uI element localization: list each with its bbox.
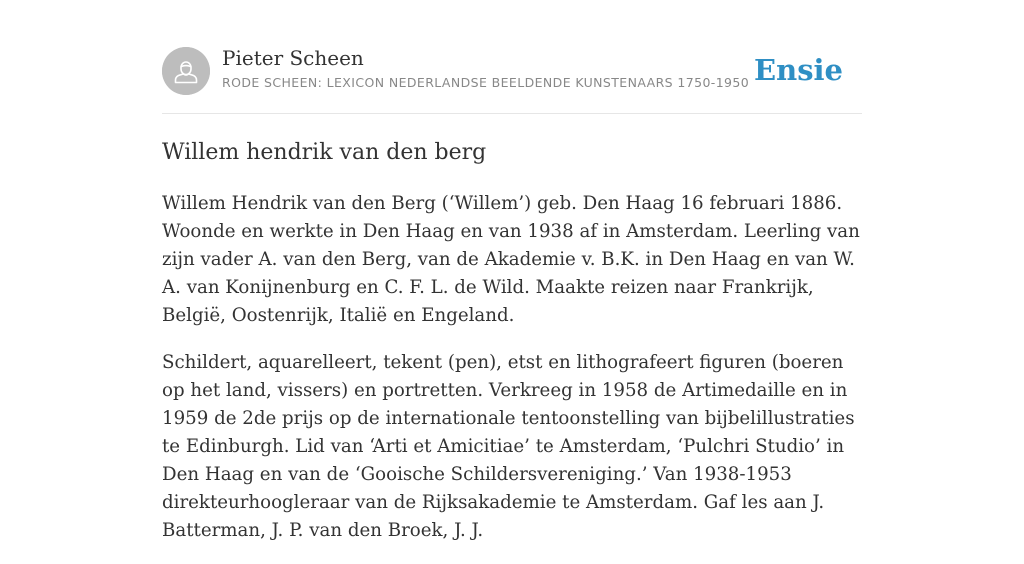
user-icon <box>162 47 210 95</box>
article-body <box>162 190 862 564</box>
source-name[interactable]: RODE SCHEEN: LEXICON NEDERLANDSE BEELDENDE KUNSTENAARS 1750-1950 <box>222 75 750 90</box>
user-avatar-icon[interactable] <box>162 47 210 95</box>
article-container <box>162 0 862 541</box>
ensie-logo[interactable]: Ensie <box>754 53 843 87</box>
author-name[interactable]: Pieter Scheen <box>222 46 364 70</box>
article-paragraph: Schildert, aquarelleert, tekent (pen), etst en lithografeert figuren (boeren op het land, vissers) en portretten. Verkreeg in 1958 de Artimedaille en in 1959 de 2de prijs op de internationale tentoonstelling van bijbelillustraties te Edinburgh. Lid van ‘Arti et Amicitiae’ te Amsterdam, ‘Pulchri Studio’ in Den Haag en van de ‘Gooische Schildersvereniging.’ Van 1938-1953 direkteurhoogleraar van de Rijksakademie te Amsterdam. Gaf les aan J. Batterman, J. P. van den Broek, J. J. <box>162 352 855 541</box>
article-title: Willem hendrik van den berg <box>162 140 487 165</box>
article-header <box>162 0 862 114</box>
article-paragraph: Willem Hendrik van den Berg (‘Willem’) geb. Den Haag 16 februari 1886. Woonde en werkte in Den Haag en van 1938 af in Amsterdam. Leerling van zijn vader A. van den Berg, van de Akademie v. B.K. in Den Haag en van W. A. van Konijnenburg en C. F. L. de Wild. Maakte reizen naar Frankrijk, België, Oostenrijk, Italië en Engeland. <box>162 193 860 326</box>
